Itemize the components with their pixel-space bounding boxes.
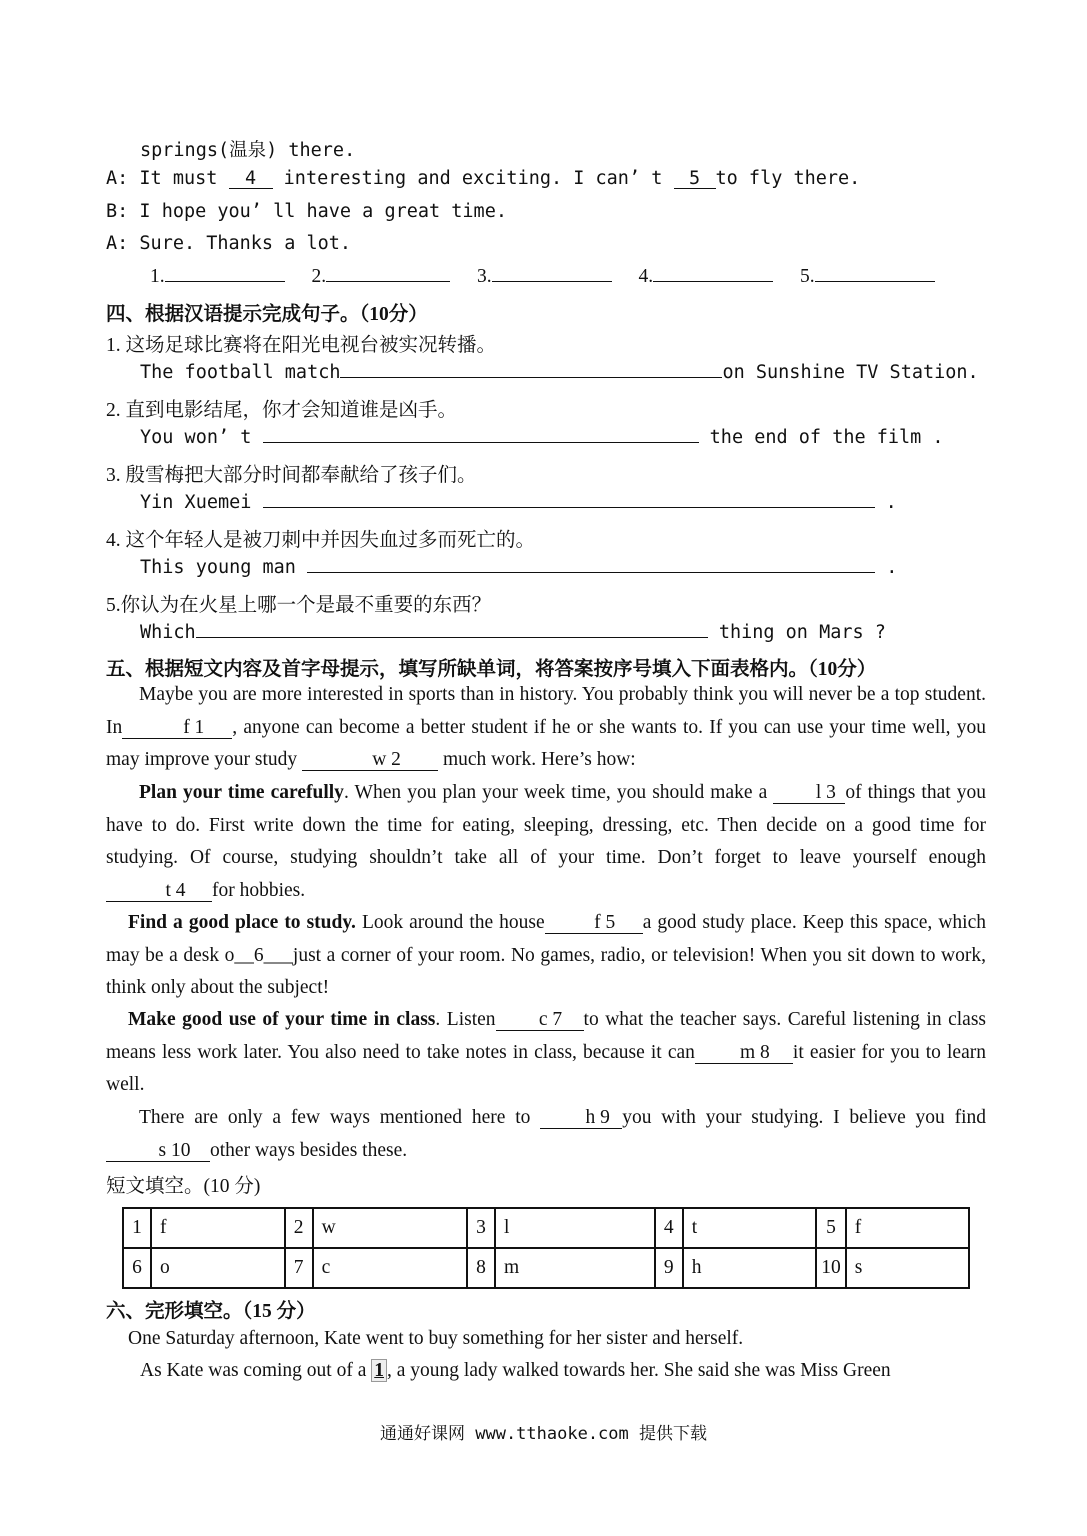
blank-4: 4 (229, 169, 273, 189)
blank-5: 5 (674, 169, 716, 189)
s4-item2-cn: 2. 直到电影结尾，你才会知道谁是凶手。 (106, 400, 458, 421)
s5-paragraph-4: Make good use of your time in class. Listen c 7 to what the teacher says. Careful listening in class means less work later. You also need to take notes in class, because it can m 8 it easier for you to learn well. (106, 1009, 986, 1095)
s4-item2-en: You won’ t the end of the film . (140, 427, 944, 448)
table-row: 6 o 7 c 8 m 9 h 10 s (123, 1248, 969, 1288)
section5-title: 五、根据短文内容及首字母提示，填写所缺单词，将答案按序号填入下面表格内。（10分） (106, 659, 877, 680)
dialogue-line-3: A: Sure. Thanks a lot. (106, 233, 352, 254)
s4-item1-en: The football match on Sunshine TV Station. (140, 362, 979, 383)
answer-table (122, 1207, 970, 1289)
s4-item4-cn: 4. 这个年轻人是被刀刺中并因失血过多而死亡的。 (106, 530, 536, 551)
dialogue-line-2: B: I hope you’ ll have a great time. (106, 201, 507, 222)
section4-title: 四、根据汉语提示完成句子。（10分） (106, 304, 428, 325)
answer-line: 1. 2. 3. 4. 5. (150, 266, 935, 288)
cloze-number-1: 1 (371, 1359, 387, 1382)
dialogue-line-0: springs(温泉) there. (140, 140, 356, 161)
table-row: 1 f 2 w 3 l 4 t 5 f (123, 1208, 969, 1248)
s5-paragraph-2: Plan your time carefully. When you plan your week time, you should make a l 3 of things that you have to do. First write down the time for eating, sleeping, dressing, etc. Then decide on a good time for studying. Of course, studying shouldn’t take all of your time. Don’t forget to leave yourself enought 4 for hobbies. (106, 782, 987, 901)
s4-item5-cn: 5.你认为在火星上哪一个是最不重要的东西？ (106, 595, 492, 616)
s4-item3-cn: 3. 殷雪梅把大部分时间都奉献给了孩子们。 (106, 465, 477, 486)
s4-item3-en: Yin Xuemei . (140, 492, 897, 513)
table-title: 短文填空。(10 分) (106, 1176, 261, 1197)
s5-paragraph-1: Maybe you are more interested in sports than in history. You probably think you will never be a top student. In f 1 , anyone can become a better student if he or she wants to. If you can use your time well, you may improve your study w 2 much work. Here’s how: (106, 684, 986, 770)
s5-paragraph-3: Find a good place to study. Look around the house f 5 a good study place. Keep this space, which may be a desk o__6___just a corner of your room. No games, radio, or television! When you sit down to work, think only about the subject! (106, 912, 986, 998)
section6-title: 六、完形填空。（15 分） (106, 1301, 316, 1322)
s5-paragraph-5: There are only a few ways mentioned here to h 9 you with your studying. I believe you finds 10 other ways besides these. (106, 1102, 986, 1167)
dialogue-line-1: A: It must 4 interesting and exciting. I can’ t 5 to fly there. (106, 168, 861, 189)
s4-item4-en: This young man . (140, 557, 898, 578)
page-footer: 通通好课网 www.tthaoke.com 提供下载 (380, 1424, 707, 1444)
s6-paragraph-2: As Kate was coming out of a 1 , a young lady walked towards her. She said she was Miss Green (140, 1360, 891, 1381)
s4-item1-cn: 1. 这场足球比赛将在阳光电视台被实况转播。 (106, 335, 497, 356)
s4-item5-en: Which thing on Mars ? (140, 622, 886, 643)
s6-paragraph-1: One Saturday afternoon, Kate went to buy something for her sister and herself. (128, 1328, 744, 1349)
